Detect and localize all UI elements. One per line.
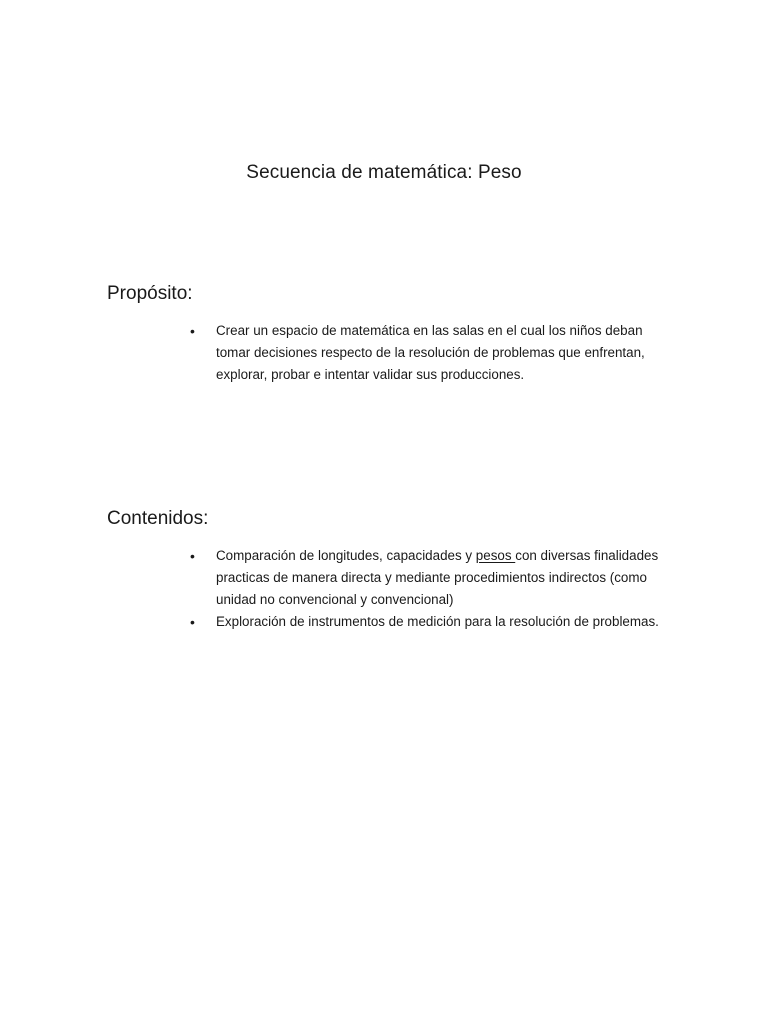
list-item-text-end: con diversas finalidades practicas de manera directa y mediante procedimientos indirectos (como unidad no convencional y convencional) — [216, 548, 659, 607]
list-item — [190, 545, 670, 611]
underlined-word: pesos — [475, 548, 516, 563]
list-item — [190, 611, 670, 633]
bullet-icon: • — [190, 323, 195, 339]
proposito-list — [190, 320, 670, 386]
heading-proposito: Propósito: — [107, 283, 193, 304]
list-item — [190, 320, 670, 386]
list-item-text: Exploración de instrumentos de medición para la resolución de problemas. — [216, 614, 659, 629]
bullet-icon: • — [190, 614, 195, 630]
bullet-icon: • — [190, 548, 195, 564]
list-item-text-start: Comparación de longitudes, capacidades y — [216, 548, 476, 563]
list-item-text: Crear un espacio de matemática en las salas en el cual los niños deban tomar decisiones respecto de la resolución de problemas que enfrentan, explorar, probar e intentar validar sus producciones. — [216, 323, 645, 382]
heading-contenidos: Contenidos: — [107, 508, 209, 529]
document-title: Secuencia de matemática: Peso — [246, 162, 522, 183]
list-item-text — [216, 548, 658, 607]
contenidos-list — [190, 545, 670, 633]
